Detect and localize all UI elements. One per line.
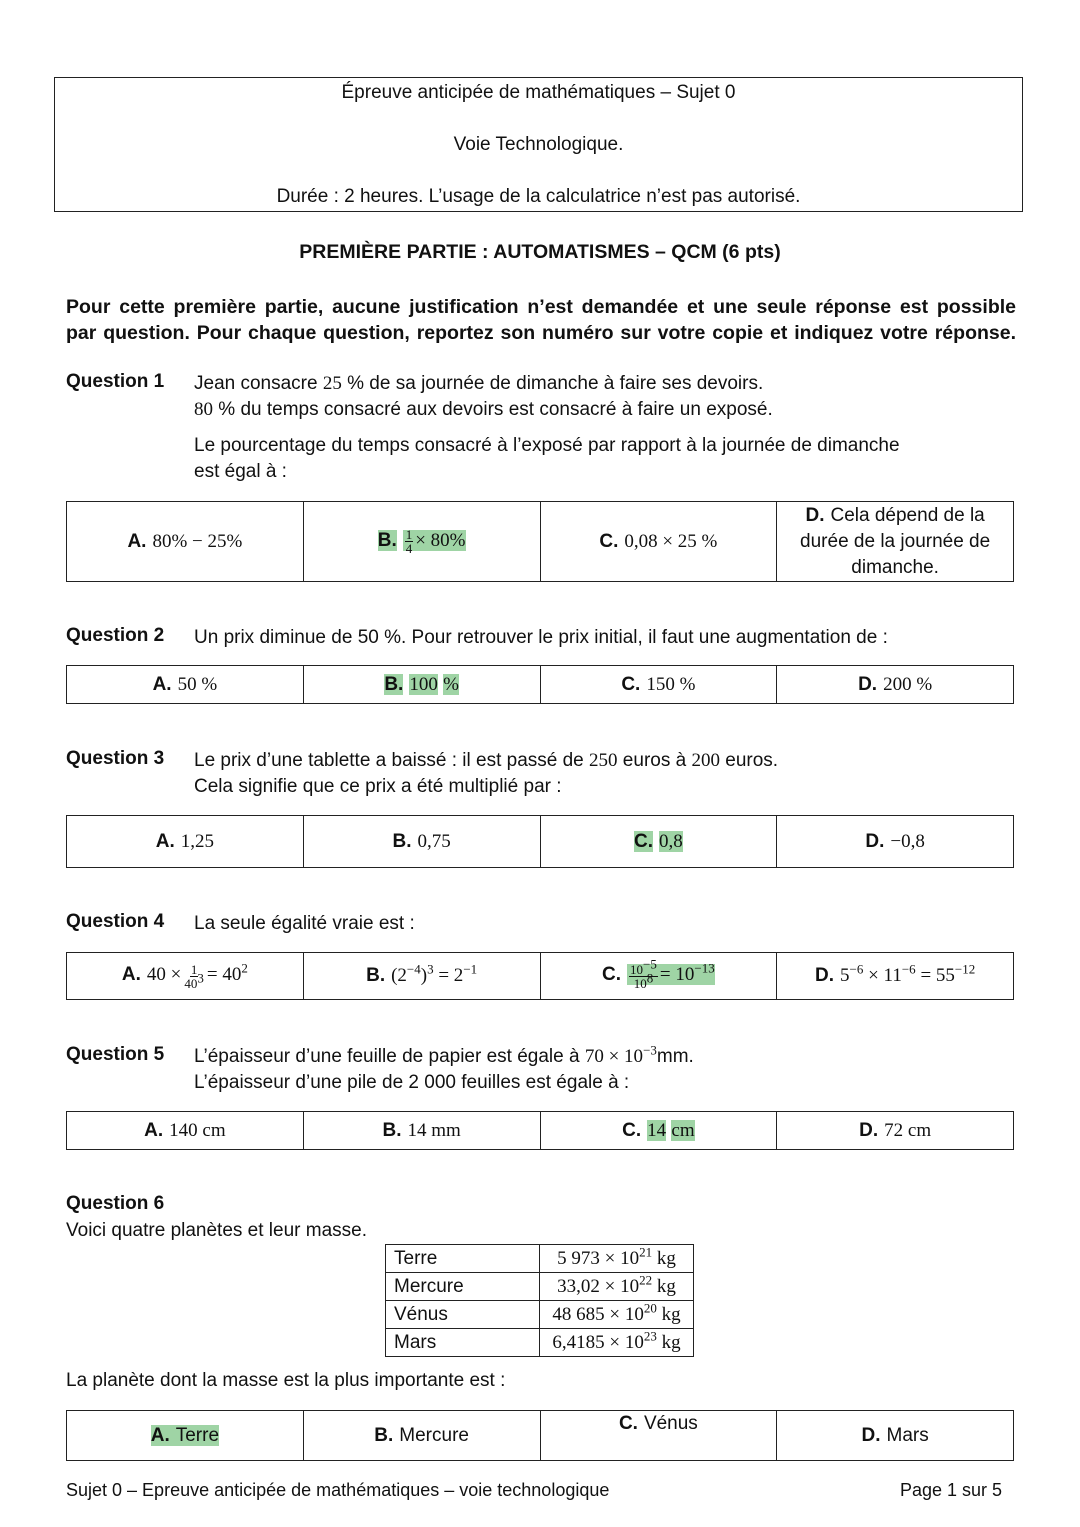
planet-mass: 5 $973 \times 10^{21}$ kg: [540, 1245, 694, 1273]
question-3-answers: [66, 815, 1014, 868]
question-5-label: Question 5: [66, 1044, 165, 1065]
question-1-line-4: est égal à :: [194, 461, 287, 482]
planet-mass: $6,4185 \times 10^{23}$ kg: [540, 1329, 694, 1357]
table-row: [386, 1273, 694, 1301]
page-number: Page 1 sur 5: [900, 1480, 1003, 1500]
q5-option-b[interactable]: B. 14 mm: [303, 1112, 540, 1150]
instructions-line-2: par question. Pour chaque question, reportez son numéro sur votre copie et indiquez votre réponse.: [66, 322, 1016, 344]
instructions-line-1: Pour cette première partie, aucune justification n’est demandée et une seule réponse est possible: [66, 296, 1016, 318]
q2-option-a[interactable]: A. 50 %: [67, 666, 304, 704]
footer-left: Sujet 0 – Epreuve anticipée de mathématiques – voie technologique: [66, 1480, 610, 1500]
q6-option-b[interactable]: B. Mercure: [303, 1411, 540, 1461]
question-2-text: Un prix diminue de 50 %. Pour retrouver le prix initial, il faut une augmentation de :: [194, 627, 888, 648]
table-row: [386, 1329, 694, 1357]
q1-option-b-highlight: $\frac{1}{4}$ × 80%: [403, 530, 466, 551]
exam-duration: Durée : 2 heures. L’usage de la calculatrice n’est pas autorisé.: [276, 186, 801, 207]
q1-option-a[interactable]: A. 80% − 25%: [67, 502, 304, 582]
q4-option-a[interactable]: A. 40 × $\frac{1}{40^3}$ = $40^2$: [67, 953, 304, 1000]
q2-option-b[interactable]: B. 100 %: [303, 666, 540, 704]
q4-option-b[interactable]: B. $(2^{-4})^3 = 2^{-1}$: [303, 953, 540, 1000]
q4-option-c-highlight: $\frac{10^{-5}}{10^8}$ = $10^{-13}$: [627, 964, 715, 985]
q4-option-c[interactable]: C. $\frac{10^{-5}}{10^8}$ = $10^{-13}$: [540, 953, 777, 1000]
question-1-text: [194, 371, 900, 485]
q1-option-b[interactable]: B. $\frac{1}{4}$ × 80%: [303, 502, 540, 582]
question-6-answers: [66, 1410, 1014, 1461]
q5-option-a[interactable]: A. 140 cm: [67, 1112, 304, 1150]
q5-option-c[interactable]: C. 14 cm: [540, 1112, 777, 1150]
q2-option-c[interactable]: C. 150 %: [540, 666, 777, 704]
q5-option-d[interactable]: D. 72 cm: [777, 1112, 1014, 1150]
question-2-answers: [66, 665, 1014, 704]
q3-option-d[interactable]: D. −0,8: [777, 816, 1014, 868]
part-title: PREMIÈRE PARTIE : AUTOMATISMES – QCM (6 pts): [299, 241, 781, 263]
q4-option-d[interactable]: D. $5^{-6} \times 11^{-6} = 55^{-12}$: [777, 953, 1014, 1000]
q3-option-a[interactable]: A. 1,25: [67, 816, 304, 868]
question-6-label: Question 6: [66, 1193, 165, 1214]
q6-option-c[interactable]: C. Vénus: [540, 1411, 777, 1461]
question-2-label: Question 2: [66, 625, 165, 646]
q3-option-c[interactable]: C. 0,8: [540, 816, 777, 868]
question-1-line-1: Jean consacre 25 % de sa journée de dimanche à faire ses devoirs.: [194, 373, 764, 394]
question-3-text: Le prix d’une tablette a baissé : il est passé de 250 euros à 200 euros. Cela signifie que ce prix a été multiplié par :: [194, 750, 779, 797]
q1-option-c[interactable]: C. 0,08 × 25 %: [540, 502, 777, 582]
planet-mass: 48 $685 \times 10^{20}$ kg: [540, 1301, 694, 1329]
question-5-text: L’épaisseur d’une feuille de papier est égale à $70 \times 10^{-3}mm$. L’épaisseur d’une pile de 2 000 feuilles est égale à :: [194, 1042, 694, 1093]
q6-option-a[interactable]: A. Terre: [67, 1411, 304, 1461]
question-4-label: Question 4: [66, 911, 165, 932]
question-1-line-3: Le pourcentage du temps consacré à l’exposé par rapport à la journée de dimanche: [194, 435, 900, 456]
instructions: [66, 294, 1016, 346]
question-1-line-2: 80 % du temps consacré aux devoirs est consacré à faire un exposé.: [194, 399, 773, 420]
q6-option-d[interactable]: D. Mars: [777, 1411, 1014, 1461]
question-4-text: La seule égalité vraie est :: [194, 913, 415, 934]
planet-name: Vénus: [386, 1301, 540, 1329]
planet-name: Mars: [386, 1329, 540, 1357]
question-5-answers: [66, 1111, 1014, 1150]
question-3-label: Question 3: [66, 748, 165, 769]
question-6-prompt: La planète dont la masse est la plus importante est :: [66, 1370, 506, 1391]
question-4-answers: [66, 952, 1014, 1000]
q1-option-d[interactable]: D. Cela dépend de la durée de la journée de dimanche.: [777, 502, 1014, 582]
table-row: [386, 1301, 694, 1329]
question-6-text: Voici quatre planètes et leur masse.: [66, 1220, 368, 1241]
q3-option-b[interactable]: B. 0,75: [303, 816, 540, 868]
planet-name: Mercure: [386, 1273, 540, 1301]
q2-option-d[interactable]: D. 200 %: [777, 666, 1014, 704]
planet-name: Terre: [386, 1245, 540, 1273]
planet-mass: $33,02 \times 10^{22}$ kg: [540, 1273, 694, 1301]
table-row: [386, 1245, 694, 1273]
exam-header-box: [54, 77, 1023, 212]
question-1-answers: [66, 501, 1014, 582]
planets-table: [385, 1244, 694, 1357]
question-1-label: Question 1: [66, 371, 165, 392]
exam-title: Épreuve anticipée de mathématiques – Sujet 0: [341, 82, 736, 103]
exam-track: Voie Technologique.: [453, 134, 624, 155]
